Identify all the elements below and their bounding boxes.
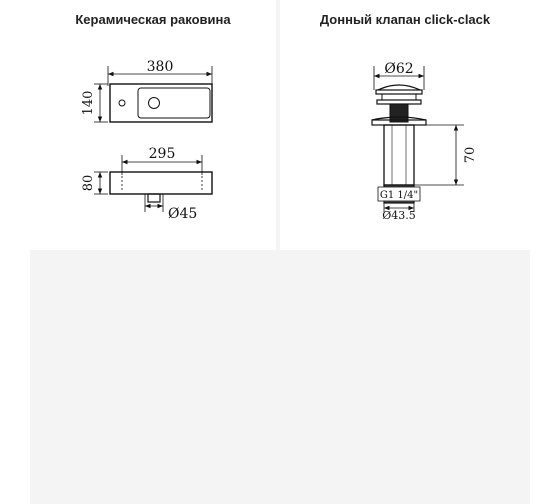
valve-card-title: Донный клапан click-clack [319,12,491,27]
drain-hole [149,98,160,109]
sink-spacing-label: 295 [148,146,176,162]
drain-pipe [148,194,160,202]
sink-depth-label: 140 [81,90,96,116]
valve-card [280,0,530,250]
valve-height-label: 70 [463,146,478,164]
sink-top-view [81,59,212,122]
content-area [30,0,530,504]
sink-height-label: 80 [81,174,96,192]
valve-cap [372,85,426,125]
valve-drawing [280,0,530,250]
sink-width-label: 380 [146,59,174,75]
faucet-hole [119,100,125,106]
valve-body [384,125,414,185]
drain-diameter-label: Ø45 [168,206,198,222]
sink-drawing [30,0,276,250]
cap-diameter-label: Ø62 [384,61,414,77]
base-diameter-label: Ø43.5 [382,209,416,222]
thread-label: G1 1/4" [379,190,419,201]
sink-front-view [81,146,212,222]
sink-card [30,0,276,250]
sink-front-outline [110,172,212,194]
sink-card-title: Керамическая раковина [75,12,231,27]
